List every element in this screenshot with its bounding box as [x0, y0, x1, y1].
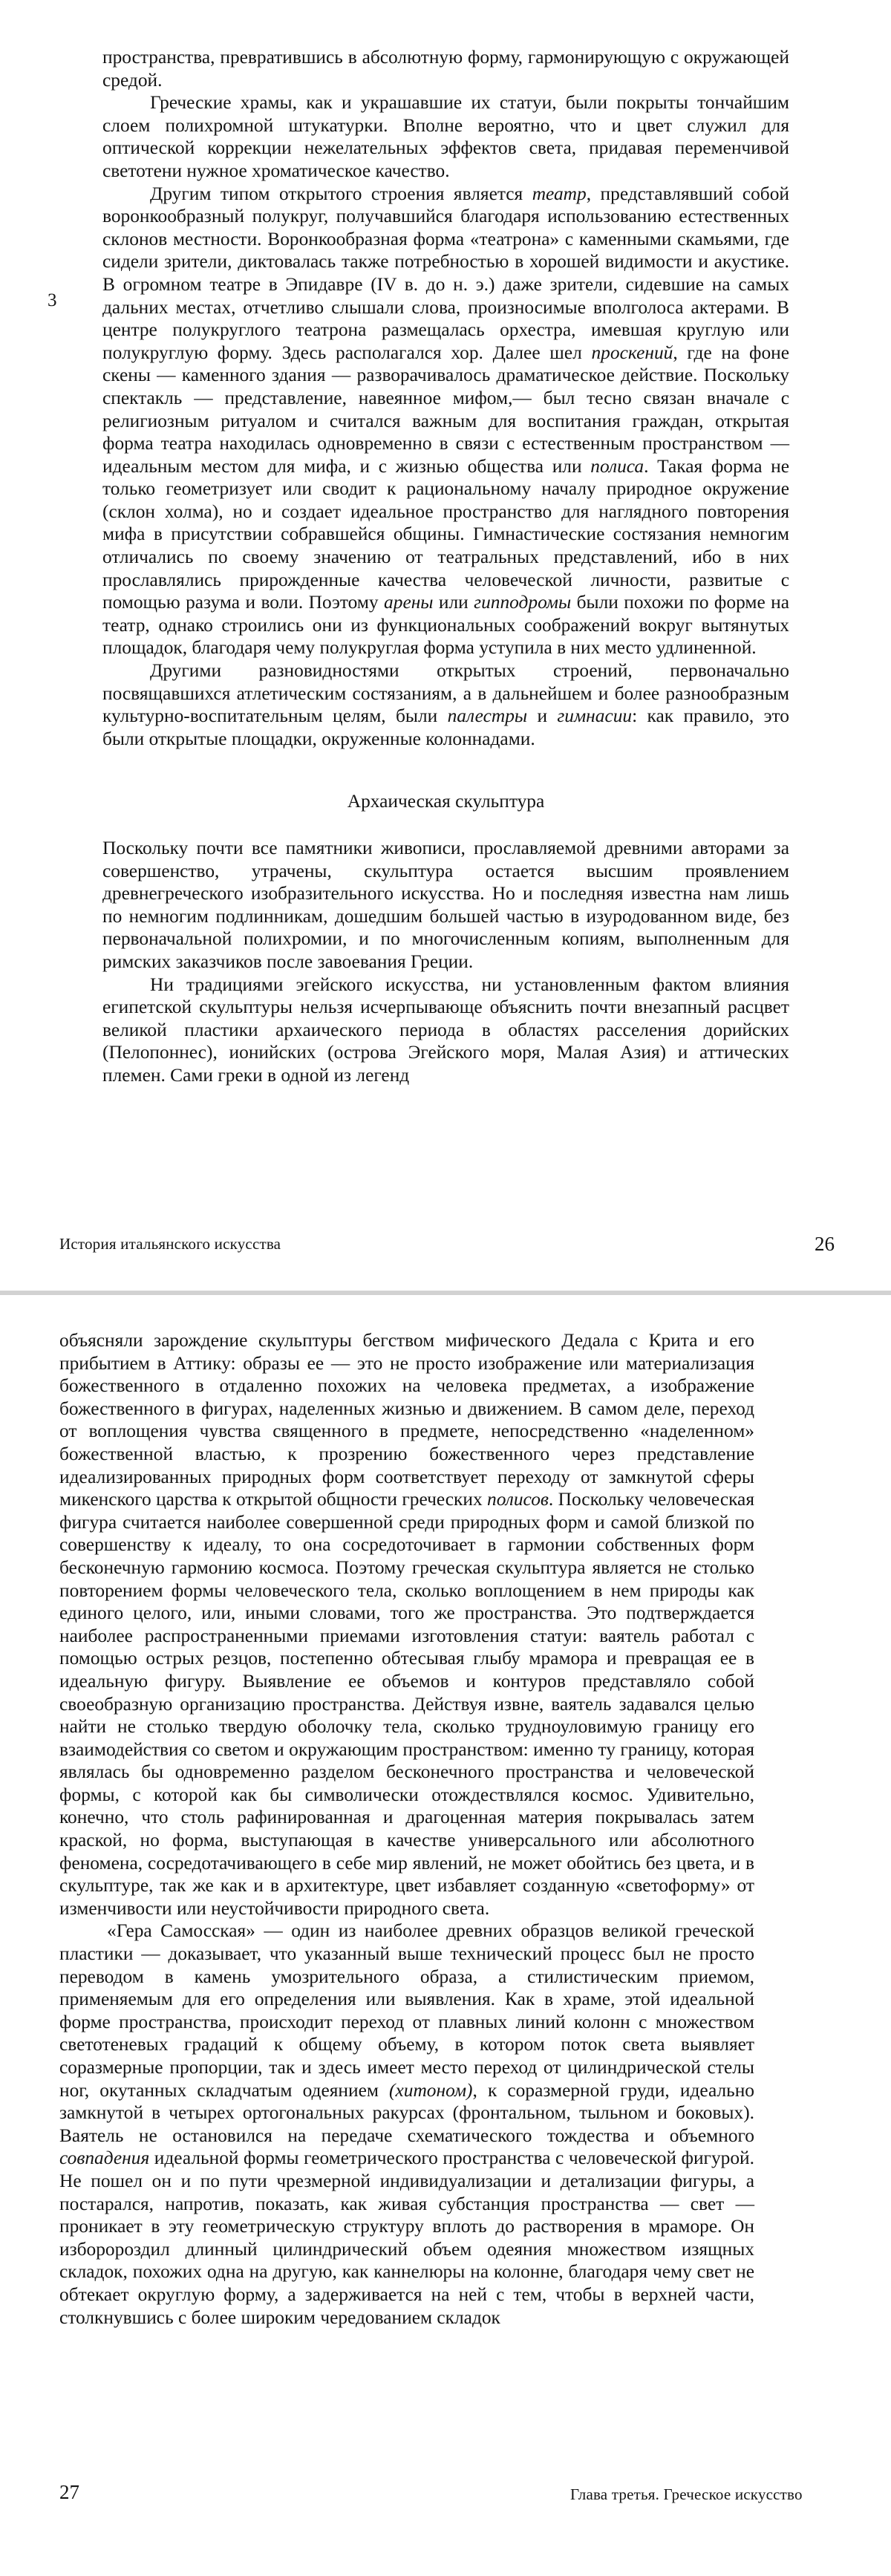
section-paragraphs: [102, 837, 789, 1087]
paragraph: [102, 659, 789, 750]
text-run: идеальной формы геометрического пространства с человеческой фигурой. Не пошел он и по пути чрезмерной индивидуализации и детализации фигуры, а постарался, напротив, показать, как живая субстанция пространства — свет — проникает в эту геометрическую структуру вплоть до растворения в мраморе. Он изборороздил длинный цилиндрический объем одеяния множеством изящных складок, похожих одна на другую, как каннелюры на колонне, благодаря чему свет не обтекает округлую форму, а задерживается на ней с тем, чтобы в верхней части, столкнувшись с более широким чередованием складок: [59, 2148, 754, 2328]
bottom-page-body: [59, 1329, 754, 2329]
text-run: и: [527, 705, 558, 727]
italic-term: совпадения: [59, 2148, 150, 2169]
section-gap: [102, 750, 789, 771]
running-title: Глава третья. Греческое искусство: [570, 2485, 803, 2503]
top-page-body: [102, 46, 789, 1087]
italic-term: полиса: [590, 455, 644, 477]
page-number: 26: [815, 1233, 835, 1255]
paragraph: Поскольку почти все памятники живописи, прославляемой древними авторами за совершенство, утрачены, скульптура остается высшим проявлением древнегреческого изобразительного искусства. Но и последняя известна нам лишь по немногим подлинникам, дошедшим большей частью в изуродованном виде, без первоначальной полихромии, и по многочисленным копиям, выполненным для римских заказчиков после завоевания Греции.: [102, 838, 789, 972]
page-27: [0, 1295, 891, 2576]
paragraph: пространства, превратившись в абсолютную форму, гармонирующую с окружающей средой.: [102, 47, 789, 91]
italic-term: проскений: [591, 342, 673, 363]
top-paragraphs: [102, 46, 789, 750]
page-number: 27: [59, 2481, 79, 2503]
text-run: были похожи по форме на театр, однако строились они из функциональных соображений вокруг вытянутых площадок, благодаря чему полукруглая форма уступила в них место удлиненной.: [102, 592, 789, 659]
text-run: : как правило, это были открытые площадки, окруженные колоннадами.: [102, 705, 789, 749]
text-run: «Гера Самосская» — один из наиболее древних образцов великой греческой пластики — доказывает, что указанный выше технический процесс был не просто переводом в камень умозрительного образа, а стилистическим приемом, применяемым для его определения или выявления. Как в храме, этой идеальной форме пространства, происходит переход от плавных линий колонн с множеством светотеневых градаций к общему объему, в котором поток света выявляет соразмерные пропорции, так и здесь имеет место переход от цилиндрической стелы ног, окутанных складчатым одеянием: [59, 1920, 754, 2101]
italic-term: гипподромы: [474, 592, 572, 613]
margin-marker: 3: [48, 290, 57, 310]
italic-term: театр: [532, 183, 587, 204]
text-run: Другим типом открытого строения является: [150, 183, 532, 204]
paragraph: [59, 1920, 754, 2329]
italic-term: палестры: [447, 705, 528, 727]
paragraph: [59, 1329, 754, 1920]
italic-term: гимнасии: [557, 705, 633, 727]
paragraph: Греческие храмы, как и украшавшие их статуи, были покрыты тончайшим слоем полихромной штукатурки. Вполне вероятно, что и цвет служил для оптической коррекции нежелательных эффектов света, придавая переменчивой светотени нужное хроматическое качество.: [102, 92, 789, 181]
text-run: объясняли зарождение скульптуры бегством мифического Дедала с Крита и его прибытием в Аттику: образы ее — это не просто изображение или материализация божественного в отдаленно похожих на человека предметах, а изображение божественного в фигурах, наделенных жизнью и движением. В самом деле, переход от воплощения чувства священного в предмете, непосредственно «наделенном» божественной властью, к прозрению божественного через представление идеализированных природных форм соответствует переходу от замкнутой сферы микенского царства к открытой общности греческих: [59, 1330, 754, 1510]
text-run: . Поскольку человеческая фигура считается наиболее совершенной среди природных форм и самой близкой по совершенству к идеалу, то она сосредоточивает в гармонии собственных форм бесконечную гармонию космоса. Поэтому греческая скульптура является не столько повторением формы человеческого тела, сколько воплощением в нем природы как единого целого, или, иными словами, того же пространства. Это подтверждается наиболее распространенными приемами изготовления статуи: ваятель работал с помощью острых резцов, постепенно обтесывая глыбу мрамора и превращая ее в идеальную фигуру. Выявление ее объемов и контуров представляло собой своеобразную организацию пространства. Действуя извне, ваятель задавался целью найти не столько твердую оболочку тела, сколько трудноуловимую границу его взаимодействия со светом и окружающим пространством: именно ту границу, которая являлась бы одновременно разделом бесконечного пространства и человеческой формы, с которой как бы символически отождествлялся космос. Удивительно, конечно, что столь рафинированная и драгоценная материя покрывалась затем краской, но форма, выступающая в качестве универсального или абсолютного феномена, сосредотачивающего в себе мир явлений, не может обойтись без цвета, и в скульптуре, так же как и в архитектуре, цвет избавляет созданную «светоформу» от изменчивости или неустойчивости природного света.: [59, 1489, 754, 1919]
italic-term: полисов: [487, 1489, 549, 1510]
text-run: , представлявший собой воронкообразный полукруг, получавшийся благодаря использованию естественных склонов местности. Воронкообразная форма «театрона» с каменными скамьями, где сидели зрители, диктовалась также потребностью в хорошей видимости и акустике. В огромном театре в Эпидавре (IV в. до н. э.) даже зрители, сидевшие на самых дальних местах, отчетливо слышали слова, произносимые вполголоса актерами. В центре полукруглого театрона размещалась орхестра, имевшая круглую или полукруглую форму. Здесь располагался хор. Далее шел: [102, 183, 789, 363]
text-run: , где на фоне скены — каменного здания — разворачивалось драматическое действие. Поскольку спектакль — представление, навеянное мифом,— был тесно связан вначале с религиозным ритуалом и считался важным для воспитания граждан, открытая форма театра находилась одновременно в связи с естественным пространством — идеальным местом для мифа, и с жизнью общества или: [102, 342, 789, 477]
italic-term: арены: [384, 592, 434, 613]
text-run: или: [433, 592, 474, 613]
paragraph: [102, 183, 789, 659]
text-run: Другими разновидностями открытых строений, первоначально посвящавшихся атлетическим состязаниям, а в дальнейшем и более разнообразным культурно-воспитательным целям, были: [102, 660, 789, 727]
text-run: , к соразмерной груди, идеально замкнутой в четырех ортогональных ракурсах (фронтальном, тыльном и боковых). Ваятель не остановился на передаче схематического тождества и объемного: [59, 2079, 754, 2146]
running-title: История итальянского искусства: [59, 1235, 281, 1253]
italic-term: (хитоном): [389, 2079, 473, 2101]
bottom-paragraphs: [59, 1329, 754, 2329]
section-heading: Архаическая скульптура: [347, 791, 545, 812]
text-run: . Такая форма не только геометризует или сводит к рациональному началу природное окружение (склон холма), но и создает идеальное пространство для наглядного повторения мифа в присутствии собравшейся общины. Гимнастические состязания немногим отличались по своему значению от театральных представлений, ибо в них прославлялись прирожденные качества человеческой личности, развитые с помощью разума и воли. Поэтому: [102, 455, 789, 613]
paragraph: Ни традициями эгейского искусства, ни установленным фактом влияния египетской скульптуры нельзя исчерпывающе объяснить почти внезапный расцвет великой пластики архаического периода в областях расселения дорийских (Пелопоннес), ионийских (острова Эгейского моря, Малая Азия) и аттических племен. Сами греки в одной из легенд: [102, 974, 789, 1086]
